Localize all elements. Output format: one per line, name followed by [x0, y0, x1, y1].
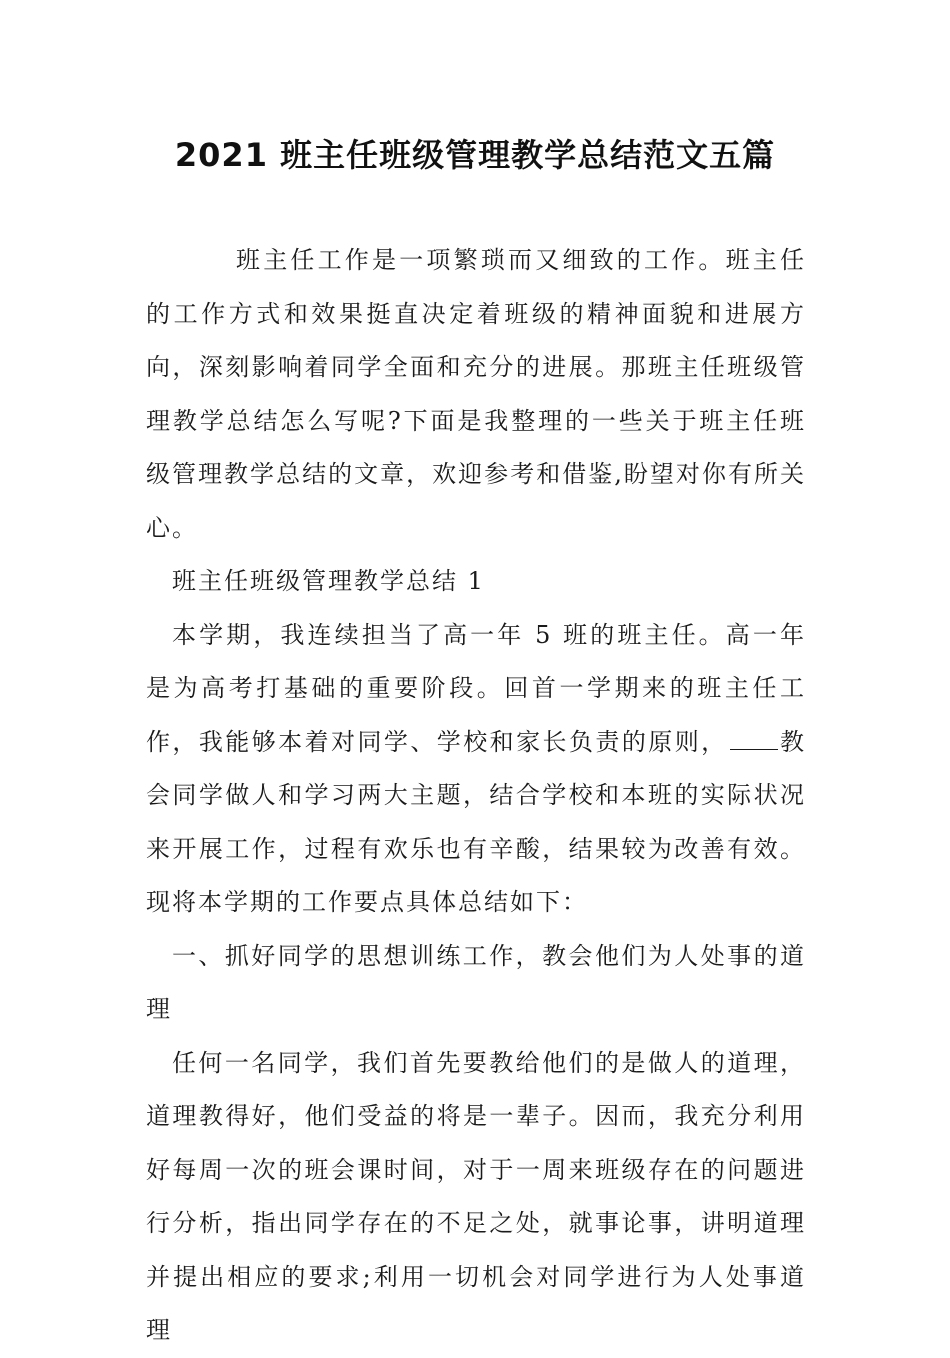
paragraph-2: 任何一名同学，我们首先要教给他们的是做人的道理，道理教得好，他们受益的将是一辈子。因而，我充分利用好每周一次的班会课时间，对于一周来班级存在的问题进行分析，指出同学存在的不足之处，就事论事，讲明道理并提出相应的要求;利用一切机会对同学进行为人处事道理: [146, 1048, 806, 1344]
document-body: [146, 234, 806, 1358]
intro-paragraph: 班主任工作是一项繁琐而又细致的工作。班主任的工作方式和效果挺直决定着班级的精神面貌和进展方向，深刻影响着同学全面和充分的进展。那班主任班级管理教学总结怎么写呢?下面是我整理的一些关于班主任班级管理教学总结的文章，欢迎参考和借鉴,盼望对你有所关心。: [146, 246, 806, 542]
fill-in-blank: [730, 729, 778, 750]
paragraph-1: [146, 609, 806, 930]
paragraph-1-part-b: 教会同学做人和学习两大主题，结合学校和本班的实际状况来开展工作，过程有欢乐也有辛酸，结果较为改善有效。现将本学期的工作要点具体总结如下：: [146, 727, 807, 916]
section-1-heading: 一、抓好同学的思想训练工作，教会他们为人处事的道理: [146, 941, 806, 1023]
paragraph-1-part-a: 本学期，我连续担当了高一年 5 班的班主任。高一年是为高考打基础的重要阶段。回首一学期来的班主任工作，我能够本着对同学、学校和家长负责的原则，: [146, 620, 806, 756]
document-title: 2021 班主任班级管理教学总结范文五篇: [174, 136, 776, 174]
section-heading-summary-1: 班主任班级管理教学总结 1: [172, 567, 485, 595]
